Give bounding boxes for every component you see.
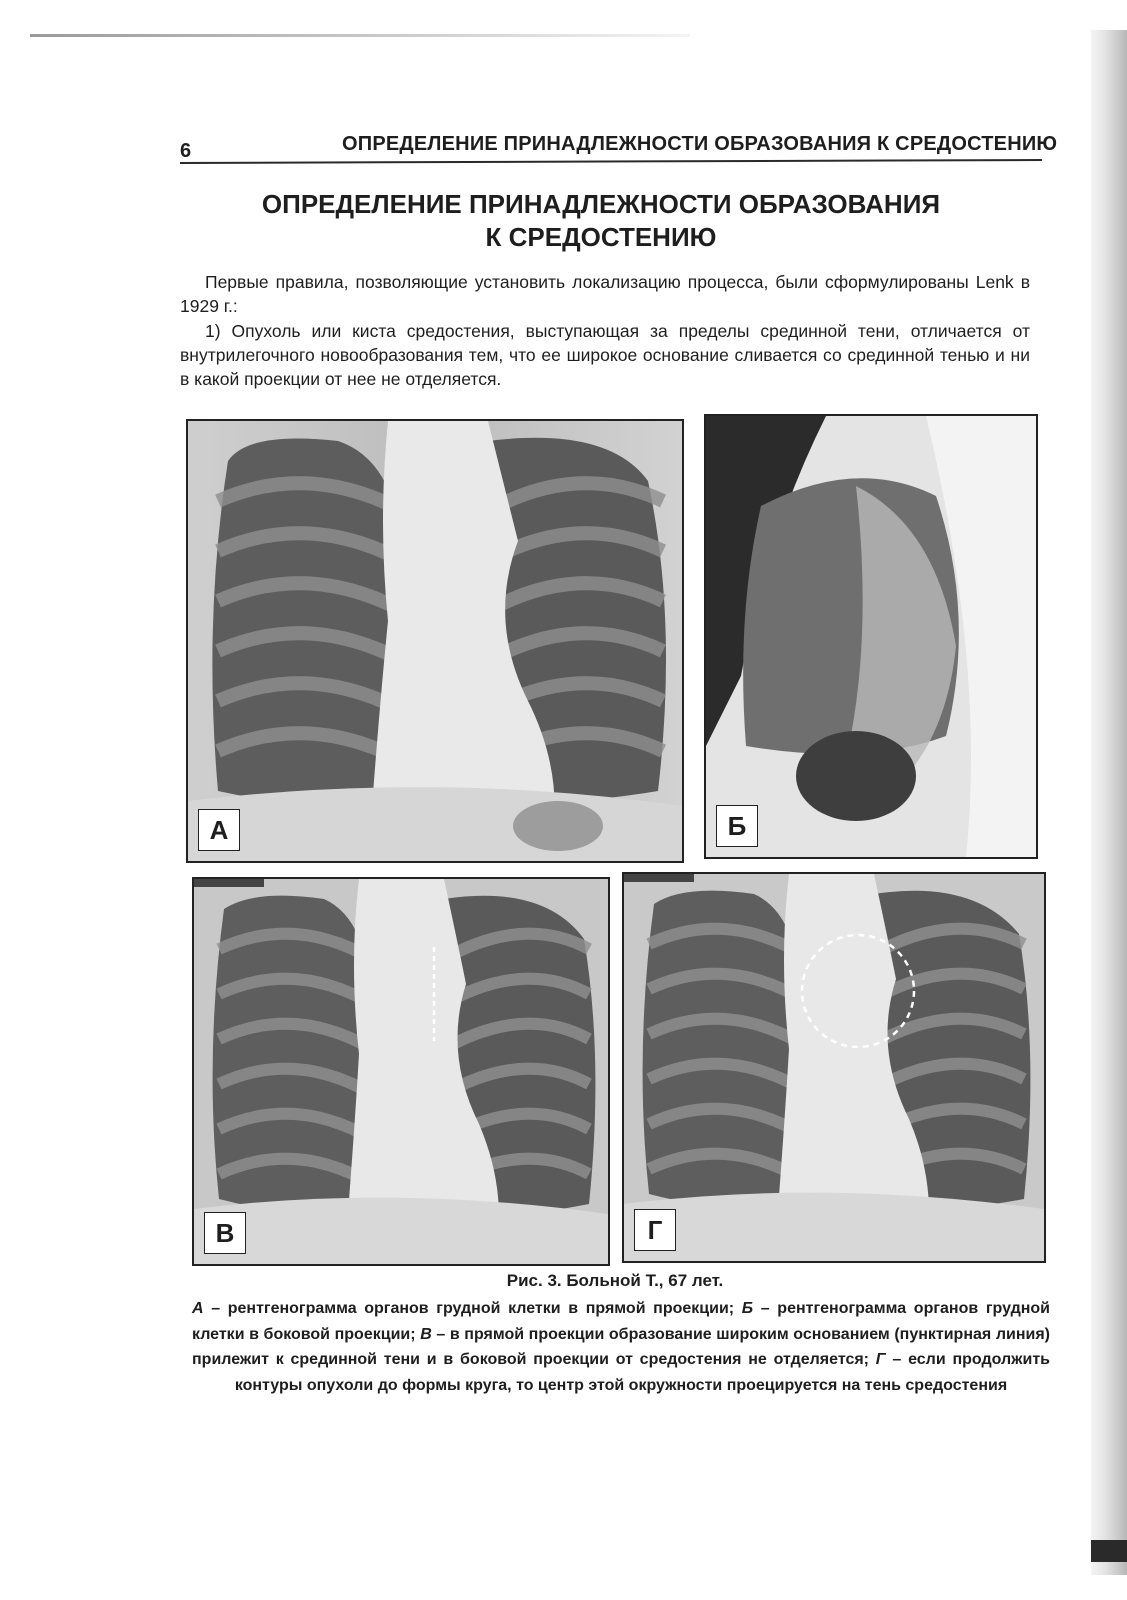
caption-text-v: – в прямой проекции образование широким основанием (пунктирная линия) прилежит к срединной тени и в боковой проекции от средостения не отделяется; [192,1325,1050,1368]
caption-text-a: – рентгенограмма органов грудной клетки в прямой проекции; [203,1300,742,1317]
page-number: 6 [180,140,192,162]
caption-marker-v: В [420,1325,432,1343]
scan-edge-line [30,34,690,37]
caption-marker-a: А [192,1300,204,1317]
running-header: ОПРЕДЕЛЕНИЕ ПРИНАДЛЕЖНОСТИ ОБРАЗОВАНИЯ К СРЕДОСТЕНИЮ [342,133,1058,155]
caption-marker-b: Б [741,1300,754,1317]
xray-lateral-image [706,416,1036,857]
xray-panel-g [622,872,1046,1263]
xray-frontal-dashed-circle-image [624,874,1044,1261]
section-title-line-1: ОПРЕДЕЛЕНИЕ ПРИНАДЛЕЖНОСТИ ОБРАЗОВАНИЯ [261,189,941,219]
book-spine-shadow [1091,30,1127,1575]
xray-panel-a [186,419,684,863]
xray-frontal-dashed-line-image [194,879,608,1264]
xray-frontal-image [188,421,682,861]
figure-caption [192,1296,1050,1398]
header-rule [180,159,1042,164]
panel-label-g: Г [634,1209,676,1251]
book-spine-edge [1091,1540,1127,1562]
xray-panel-b [704,414,1038,859]
paragraph-intro: Первые правила, позволяющие установить локализацию процесса, были сформулированы Lenk в 1929 г.: [180,272,1030,316]
figure-caption-title: Рис. 3. Больной Т., 67 лет. [506,1271,724,1290]
xray-panel-v [192,877,610,1266]
caption-text-g: – если продолжить контуры опухоли до формы круга, то центр этой окружности проецируется на тень средостения [234,1351,1051,1394]
paragraph-rule-1: 1) Опухоль или киста средостения, выступающая за пределы срединной тени, отличается от внутрилегочного новообразования тем, что ее широкое основание сливается со срединной тенью и ни в какой проекции от нее не отделяется. [180,321,1030,389]
panel-label-v: В [204,1212,246,1254]
section-title-line-2: К СРЕДОСТЕНИЮ [485,222,717,252]
panel-label-a: А [198,809,240,851]
panel-label-b: Б [716,805,758,847]
caption-text-b: – рентгенограмма органов грудной клетки в боковой проекции; [192,1300,1050,1343]
caption-marker-g: Г [875,1351,886,1368]
section-title [180,188,1022,254]
